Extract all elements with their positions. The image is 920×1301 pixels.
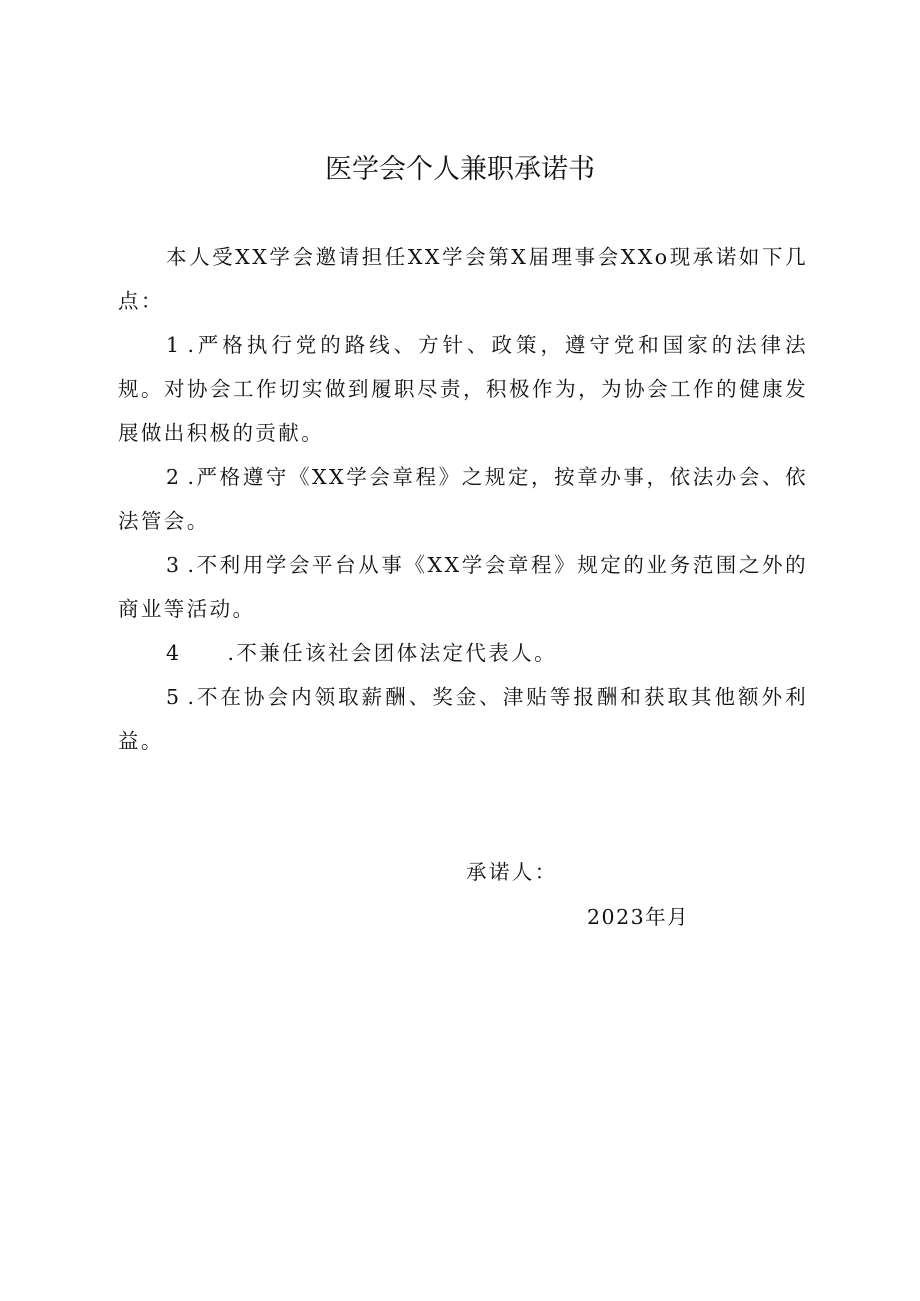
list-item [118,323,808,455]
signature-label: 承诺人： [466,860,558,884]
list-item [118,543,808,631]
item-number: 5 [166,685,182,709]
item-text: .严格遵守《XX学会章程》之规定，按章办事，依法办会、依法管会。 [118,465,808,533]
item-number: 4 [166,641,182,665]
list-item [118,631,808,675]
list-item [118,675,808,763]
item-text: .不兼任该社会团体法定代表人。 [227,641,557,665]
document-title: 医学会个人兼职承诺书 [325,154,595,185]
item-text: .不利用学会平台从事《XX学会章程》规定的业务范围之外的商业等活动。 [118,553,808,621]
item-number: 2 [166,465,182,489]
item-text: .不在协会内领取薪酬、奖金、津贴等报酬和获取其他额外利益。 [118,685,808,753]
item-number: 3 [166,553,182,577]
date-line: 2023年月 [587,905,690,929]
list-item [118,455,808,543]
item-number: 1 [166,333,182,357]
intro-paragraph: 本人受XX学会邀请担任XX学会第X届理事会XXo现承诺如下几点： [118,245,808,313]
document-body [118,235,808,763]
item-text: .严格执行党的路线、方针、政策，遵守党和国家的法律法规。对协会工作切实做到履职尽责，积极作为，为协会工作的健康发展做出积极的贡献。 [118,333,808,445]
